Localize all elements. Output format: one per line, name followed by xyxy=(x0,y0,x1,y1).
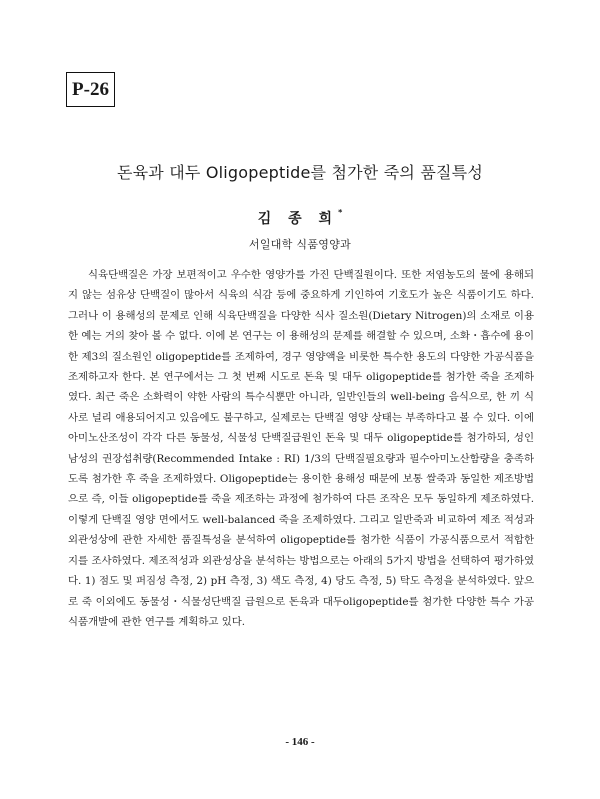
affiliation: 서일대학 식품영양과 xyxy=(248,238,352,251)
author-name: 김 종 희 xyxy=(257,211,339,227)
abstract-body: 식육단백질은 가장 보편적이고 우수한 영양가를 가진 단백질원이다. 또한 저염농도의 물에 용해되지 않는 섬유상 단백질이 많아서 식육의 식감 등에 중요하게 기인하여 기호도가 높은 식품이기도 하다. 그러나 이 용해성의 문제로 인해 식육단백질을 다양한 식사 질소원(Dietary Nitrogen)의 소재로 이용한 예는 거의 찾아 볼 수 없다. 이에 본 연구는 이 용해성의 문제를 해결할 수 있으며, 소화・흡수에 용이한 제3의 질소원인 oligopeptide를 조제하여, 경구 영양액을 비롯한 특수한 용도의 다양한 가공식품을 조제하고자 한다. 본 연구에서는 그 첫 번째 시도로 돈육 및 대두 oligopeptide를 첨가한 죽을 조제하였다. 최근 죽은 소화력이 약한 사람의 특수식뿐만 아니라, 일반인들의 well-being 음식으로, 한 끼 식사로 널리 애용되어지고 있음에도 불구하고, 실제로는 단백질 영양 상태는 부족하다고 볼 수 있다. 이에 아미노산조성이 각각 다른 동물성, 식물성 단백질급원인 돈육 및 대두 oligopeptide를 첨가하되, 성인 남성의 권장섭취량(Recommended Intake : RI) 1/3의 단백질필요량과 필수아미노산함량을 충족하도록 첨가한 후 죽을 조제하였다. Oligopeptide는 용이한 용해성 때문에 보통 쌀죽과 동일한 제조방법으로 즉, 이들 oligopeptide를 죽을 제조하는 과정에 첨가하여 다른 조작은 모두 동일하게 제조하였다. 이렇게 단백질 영양 면에서도 well-balanced 죽을 조제하였다. 그리고 일반죽과 비교하여 제조 적성과 외관성상에 관한 자세한 품질특성을 분석하여 oligopeptide를 첨가한 식품이 가공식품으로서 적합한지를 조사하였다. 제조적성과 외관성상을 분석하는 방법으로는 아래의 5가지 방법을 선택하여 평가하였다. 1) 점도 및 퍼짐성 측정, 2) pH 측정, 3) 색도 측정, 4) 당도 측정, 5) 탁도 측정을 분석하였다. 앞으로 죽 이외에도 동물성・식물성단백질 급원으로 돈육과 대두oligopeptide를 첨가한 다양한 특수 가공식품개발에 관한 연구를 계획하고 있다. xyxy=(68,269,534,628)
paper-title: 돈육과 대두 Oligopeptide를 첨가한 죽의 품질특성 xyxy=(117,163,483,182)
page-number: - 146 - xyxy=(285,736,315,748)
corresponding-author-mark: * xyxy=(338,208,343,218)
poster-number-badge: P-26 xyxy=(66,72,115,107)
author-line xyxy=(0,208,600,228)
